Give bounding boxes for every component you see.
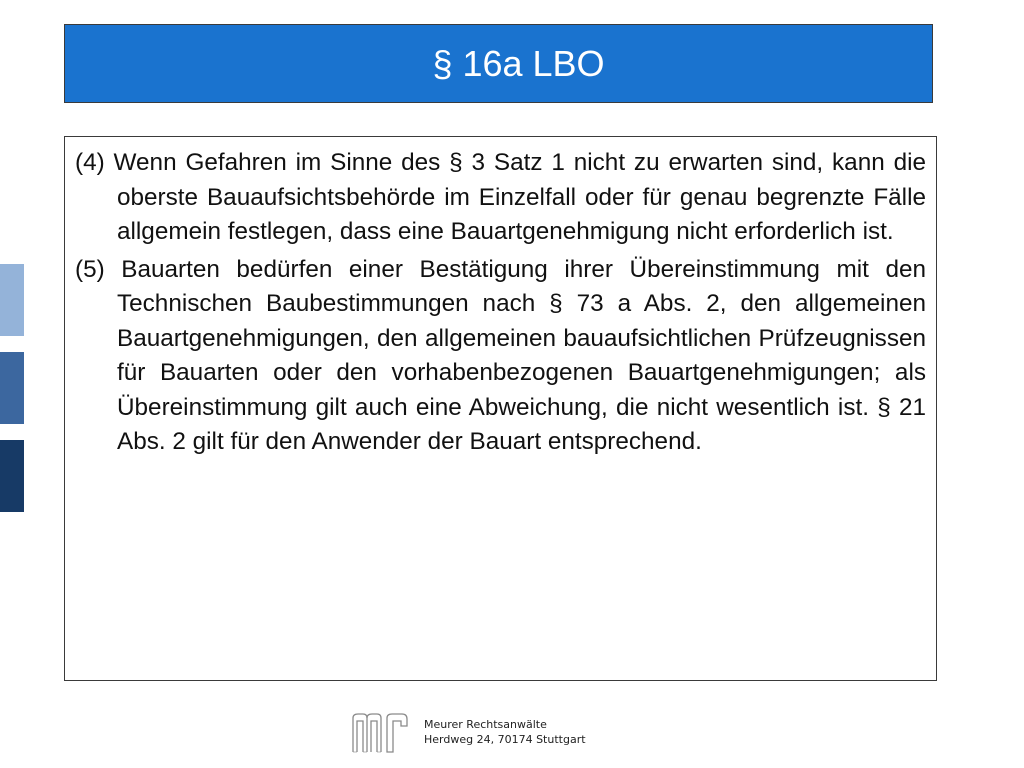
side-accent-bar-mid bbox=[0, 352, 24, 424]
footer bbox=[350, 710, 586, 754]
mr-logo-icon bbox=[350, 710, 410, 754]
side-accent-bar-dark bbox=[0, 440, 24, 512]
slide-title: § 16a LBO bbox=[432, 42, 605, 84]
content-box bbox=[64, 136, 937, 681]
paragraph-4: (4) Wenn Gefahren im Sinne des § 3 Satz 1 nicht zu erwarten sind, kann die oberste Bauaufsichtsbehörde im Einzelfall oder für genau begrenzte Fälle allgemein festlegen, dass eine Bauartgenehmigung nicht erforderlich ist. bbox=[75, 149, 926, 245]
firm-name: Meurer Rechtsanwälte bbox=[424, 718, 547, 731]
side-accent-bar-light bbox=[0, 264, 24, 336]
firm-address: Herdweg 24, 70174 Stuttgart bbox=[424, 733, 586, 746]
paragraph-5: (5) Bauarten bedürfen einer Bestätigung ihrer Übereinstimmung mit den Technischen Baubestimmungen nach § 73 a Abs. 2, den allgemeinen Bauartgenehmigungen, den allgemeinen bauaufsichtlichen Prüfzeugnissen für Bauarten oder den vorhabenbezogenen Bauartgenehmigungen; als Übereinstimmung gilt auch eine Abweichung, die nicht wesentlich ist. § 21 Abs. 2 gilt für den Anwender der Bauart entsprechend. bbox=[75, 255, 926, 455]
title-bar bbox=[64, 24, 933, 103]
